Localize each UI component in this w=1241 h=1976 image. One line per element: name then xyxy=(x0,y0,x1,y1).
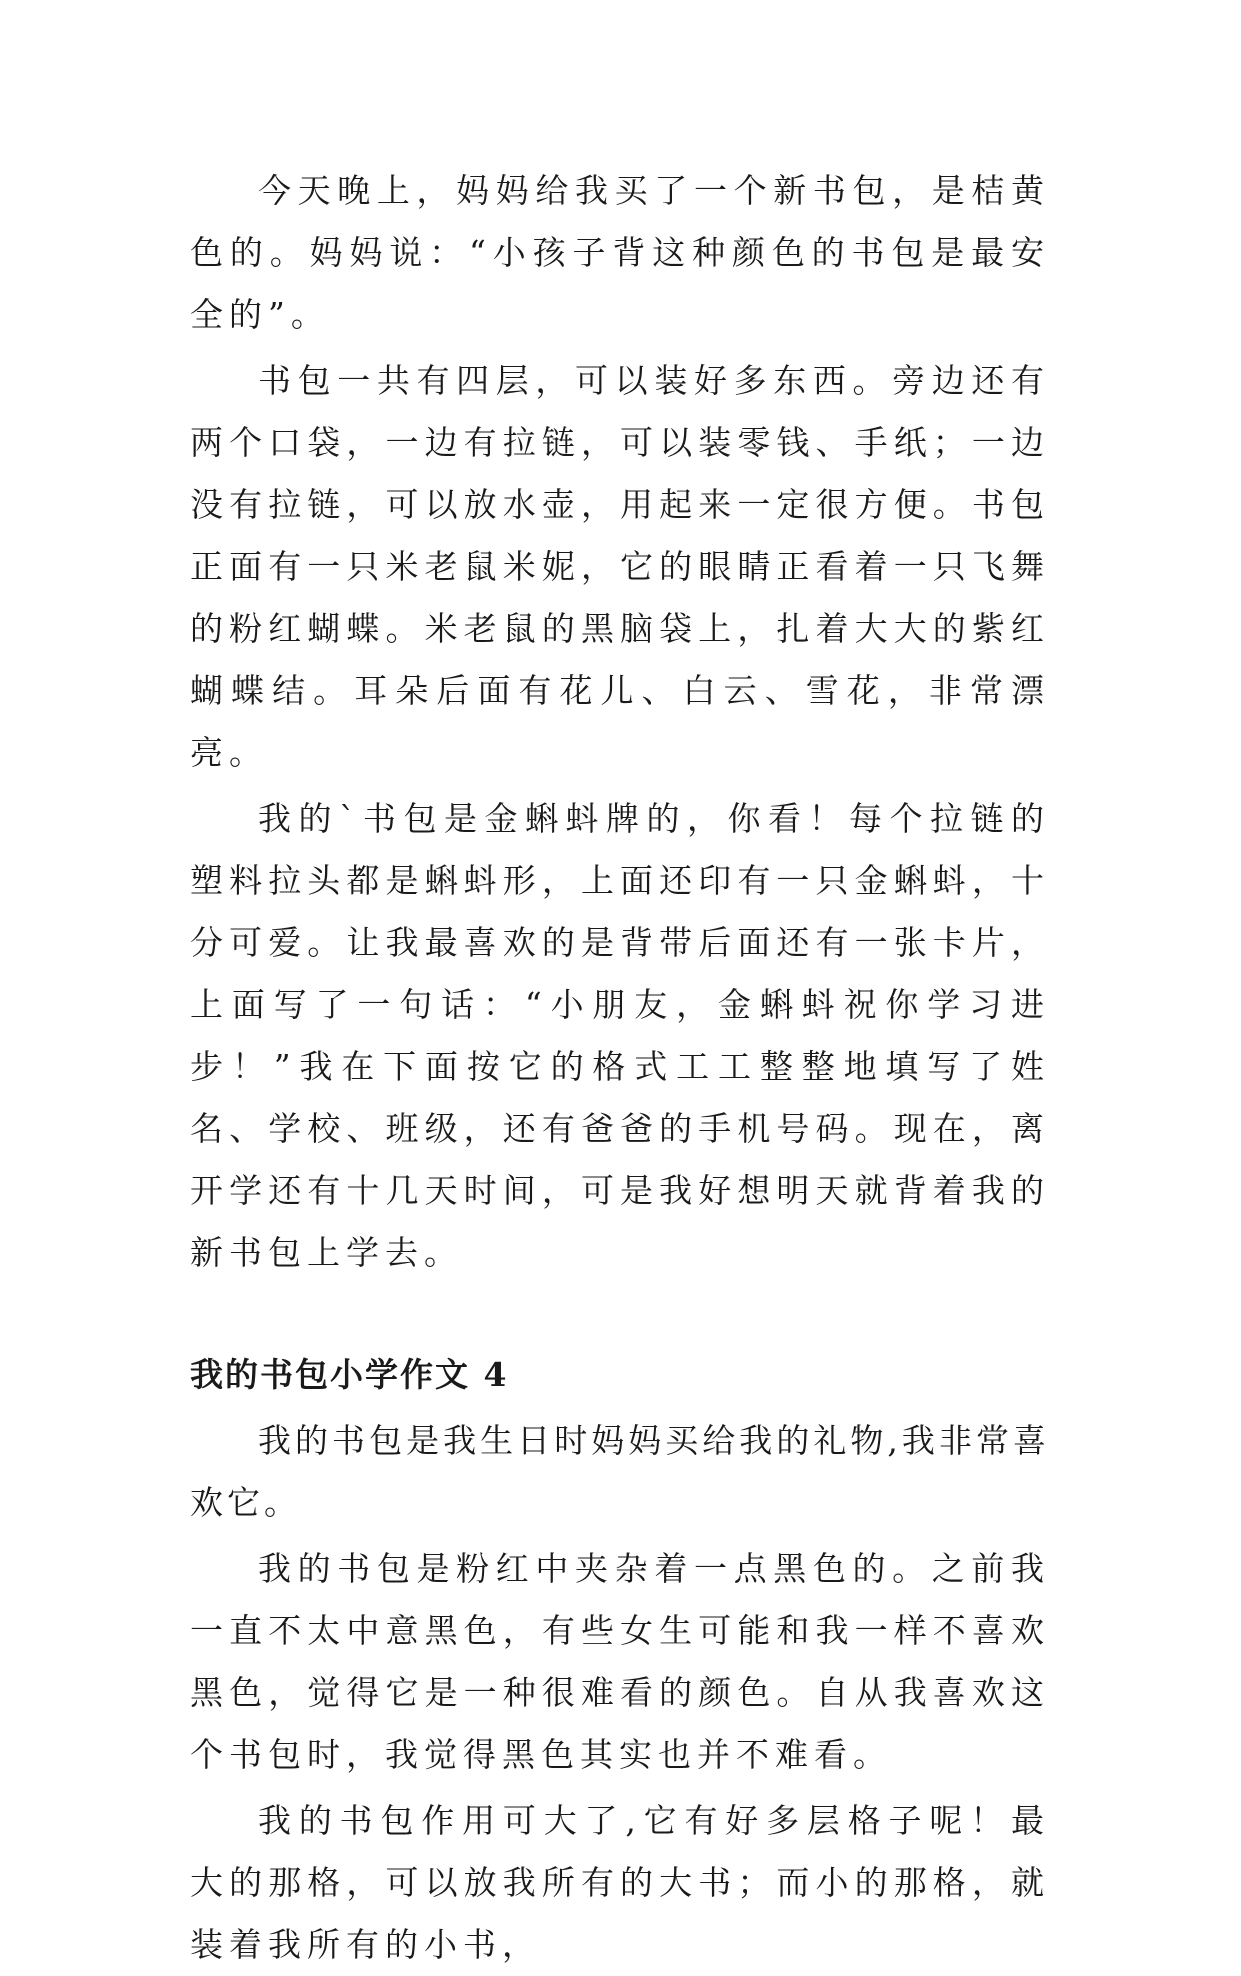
document-page xyxy=(190,160,1050,1976)
paragraph-compartments: 我的书包作用可大了,它有好多层格子呢！最大的那格，可以放我所有的大书；而小的那格，就装着我所有的小书， xyxy=(190,1801,1050,1964)
paragraph-golden-tadpole-brand: 我的`书包是金蝌蚪牌的，你看！每个拉链的塑料拉头都是蝌蚪形，上面还印有一只金蝌蚪，十分可爱。让我最喜欢的是背带后面还有一张卡片，上面写了一句话：“小朋友，金蝌蚪祝你学习进步！”我在下面按它的格式工工整整地填写了姓名、学校、班级，还有爸爸的手机号码。现在，离开学还有十几天时间，可是我好想明天就背着我的新书包上学去。 xyxy=(190,799,1050,1272)
paragraph-pink-and-black: 我的书包是粉红中夹杂着一点黑色的。之前我一直不太中意黑色，有些女生可能和我一样不喜欢黑色，觉得它是一种很难看的颜色。自从我喜欢这个书包时，我觉得黑色其实也并不难看。 xyxy=(190,1549,1050,1774)
paragraph-birthday-gift: 我的书包是我生日时妈妈买给我的礼物,我非常喜欢它。 xyxy=(190,1421,1050,1522)
paragraph-orange-schoolbag: 今天晚上，妈妈给我买了一个新书包，是桔黄色的。妈妈说：“小孩子背这种颜色的书包是最安全的”。 xyxy=(190,171,1050,334)
paragraph-schoolbag-layers: 书包一共有四层，可以装好多东西。旁边还有两个口袋，一边有拉链，可以装零钱、手纸；一边没有拉链，可以放水壶，用起来一定很方便。书包正面有一只米老鼠米妮，它的眼睛正看着一只飞舞的粉红蝴蝶。米老鼠的黑脑袋上，扎着大大的紫红蝴蝶结。耳朵后面有花儿、白云、雪花，非常漂亮。 xyxy=(190,361,1050,772)
section-title: 我的书包小学作文 4 xyxy=(190,1355,509,1394)
